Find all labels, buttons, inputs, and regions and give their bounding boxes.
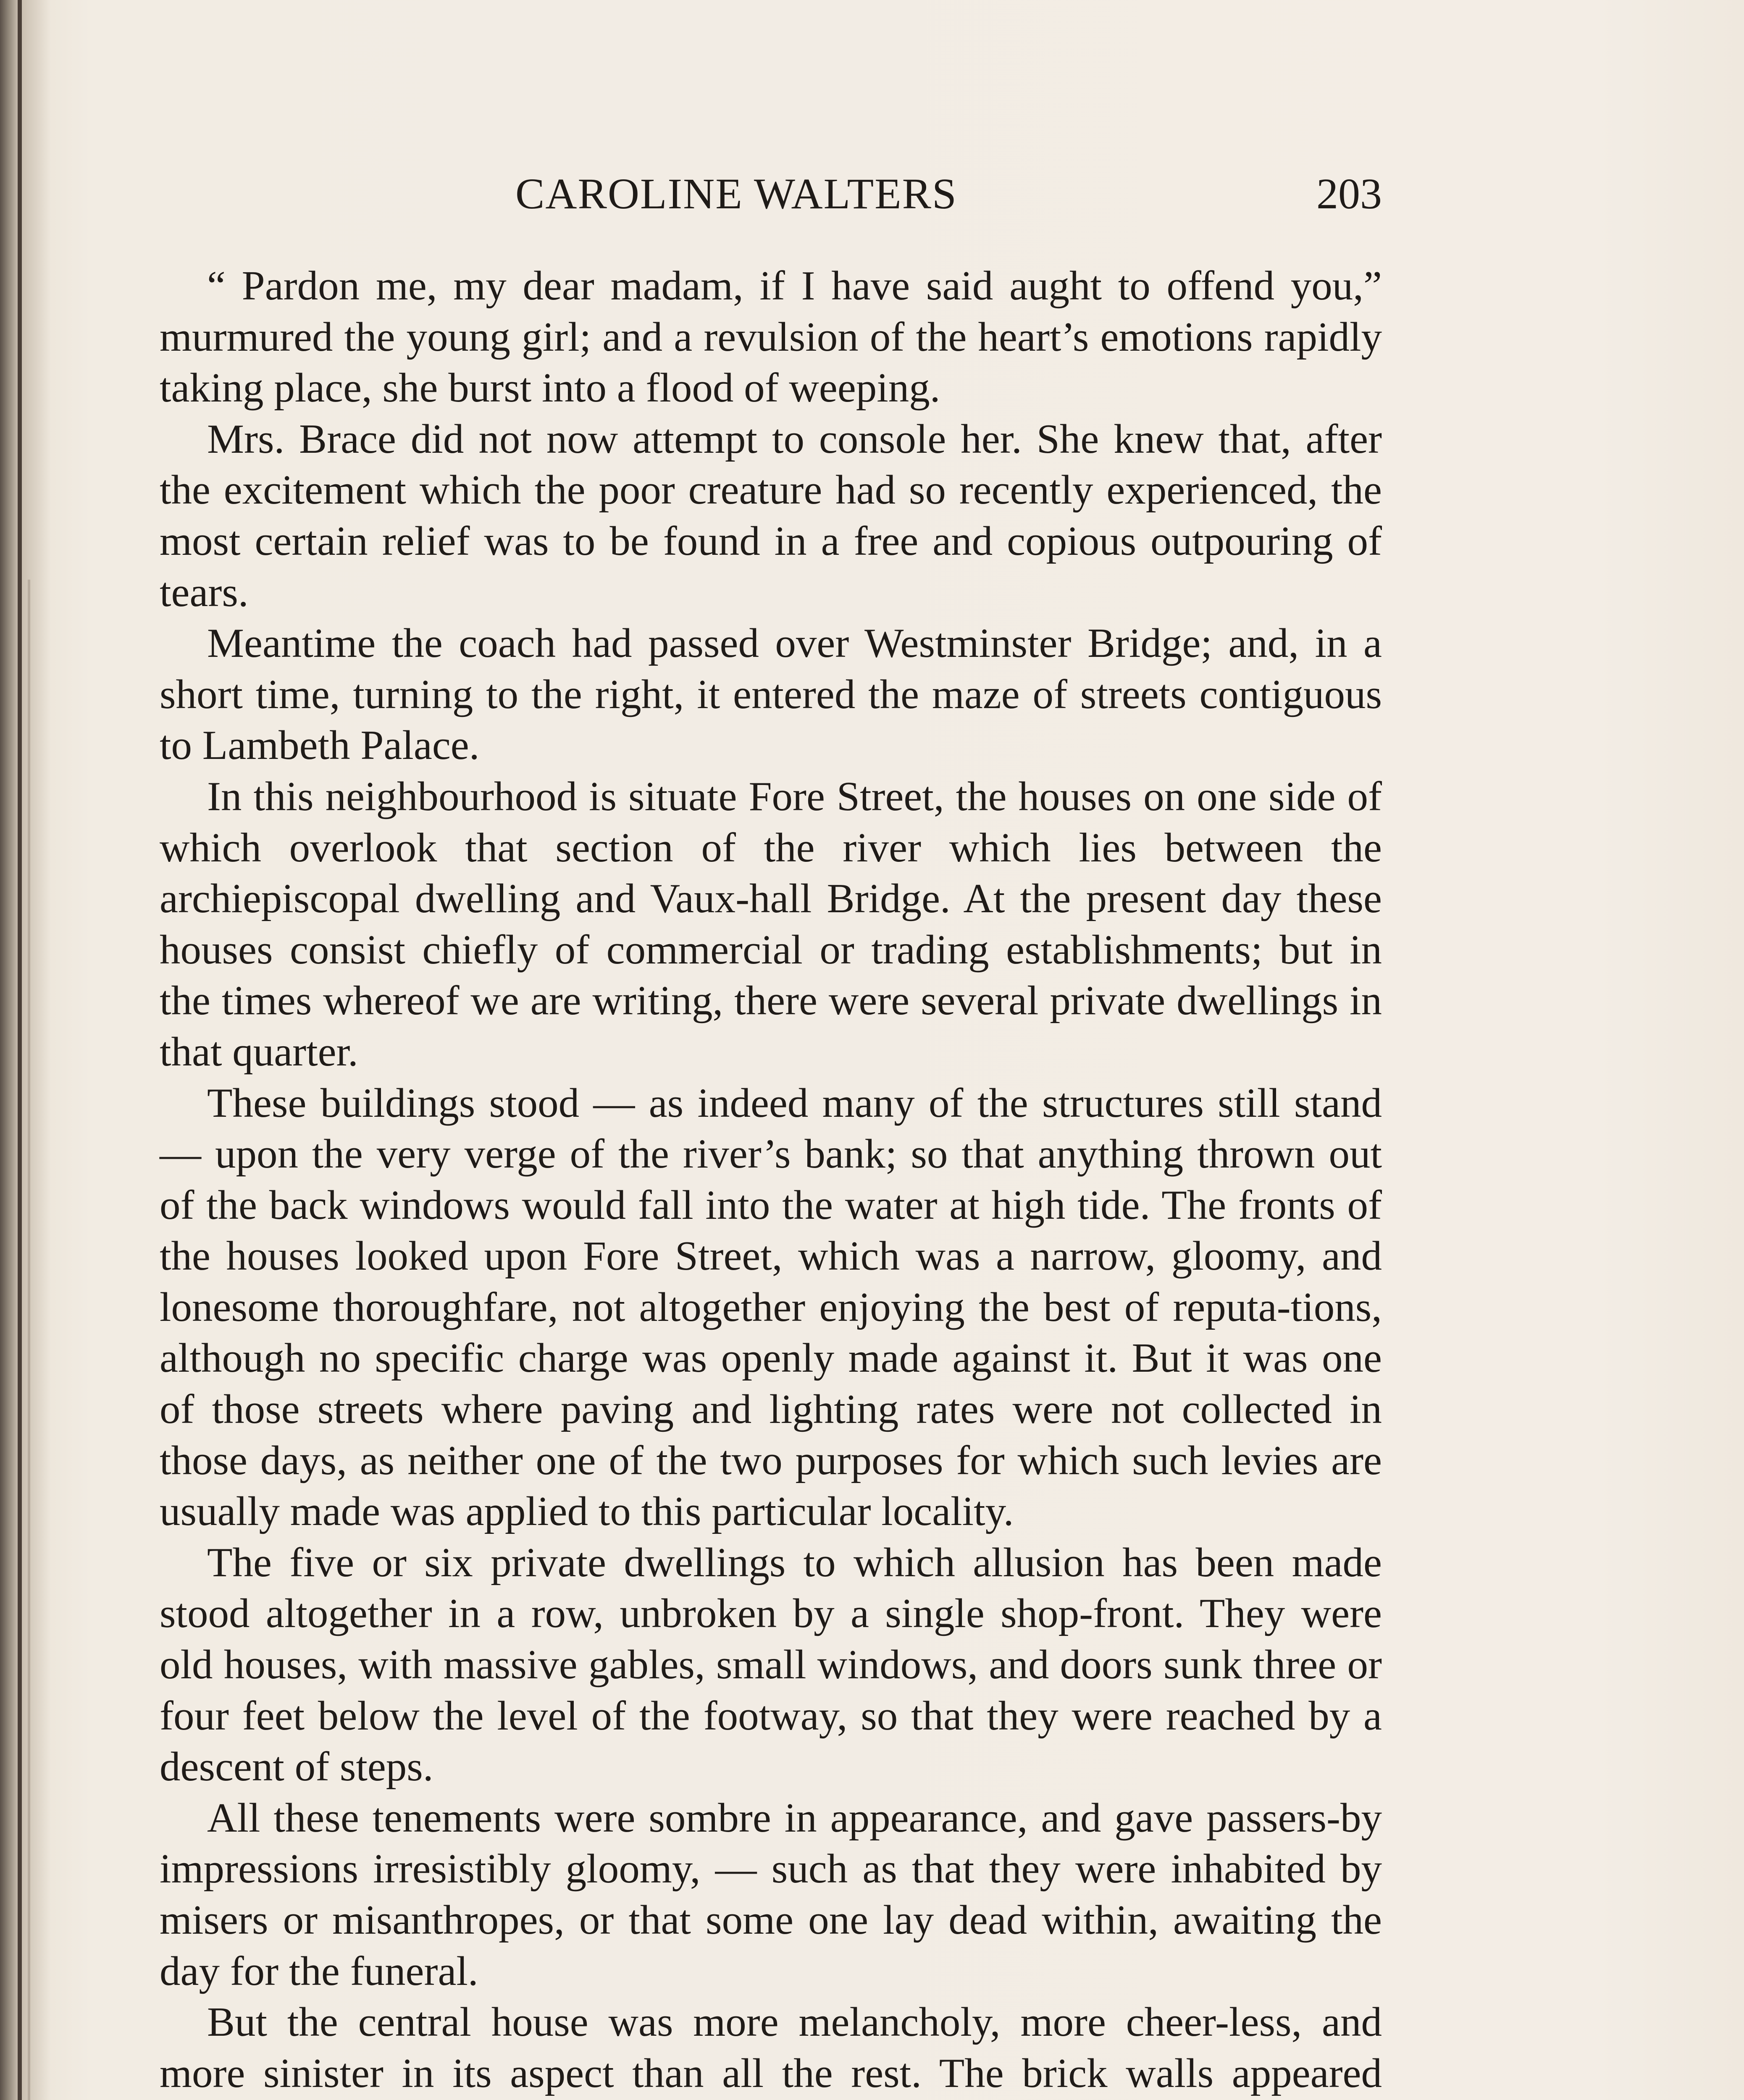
paragraph-7: All these tenements were sombre in appearance, and gave passers-by impressions irresistibly gloomy, — such as that they were inhabited by misers or misanthropes, or that some one lay dead within, awaiting the day for the funeral. <box>160 1795 1382 1994</box>
page-header <box>160 169 1382 219</box>
paragraph-6: The five or six private dwellings to which allusion has been made stood altogether in a row, unbroken by a single shop-front. They were old houses, with massive gables, small windows, and doors sunk three or four feet below the level of the footway, so that they were reached by a descent of steps. <box>160 1539 1382 1790</box>
paragraph-2: Mrs. Brace did not now attempt to console her. She knew that, after the excitement which the poor creature had so recently experienced, the most certain relief was to be found in a free and copious outpouring of tears. <box>160 416 1382 615</box>
paragraph-1: “ Pardon me, my dear madam, if I have said aught to offend you,” murmured the young girl; and a revulsion of the heart’s emotions rapidly taking place, she burst into a flood of weeping. <box>160 263 1382 411</box>
paragraph-3: Meantime the coach had passed over Westminster Bridge; and, in a short time, turning to the right, it entered the maze of streets contiguous to Lambeth Palace. <box>160 620 1382 769</box>
binding-edge-highlight <box>28 580 30 2100</box>
paragraph-5: These buildings stood — as indeed many of the structures still stand — upon the very verge of the river’s bank; so that anything thrown out of the back windows would fall into the water at high tide. The fronts of the houses looked upon Fore Street, which was a narrow, gloomy, and lonesome thoroughfare, not altogether enjoying the best of reputa-tions, although no specific charge was openly made against it. But it was one of those streets where paving and lighting rates were not collected in those days, as neither one of the two purposes for which such levies are usually made was applied to this particular locality. <box>160 1080 1382 1535</box>
paragraph-4: In this neighbourhood is situate Fore Street, the houses on one side of which overlook that section of the river which lies between the archiepiscopal dwelling and Vaux-hall Bridge. At the present day these houses consist chiefly of commercial or trading establishments; but in the times whereof we are writing, there were several private dwellings in that quarter. <box>160 773 1382 1075</box>
page-number: 203 <box>1316 170 1382 218</box>
body-text <box>160 260 1382 2100</box>
binding-edge <box>18 0 22 2100</box>
binding-shadow <box>0 0 50 2100</box>
running-title: CAROLINE WALTERS <box>515 170 957 218</box>
paragraph-8: But the central house was more melancholy, more cheer-less, and more sinister in its aspect than all the rest. The brick walls appeared <box>160 1999 1382 2096</box>
